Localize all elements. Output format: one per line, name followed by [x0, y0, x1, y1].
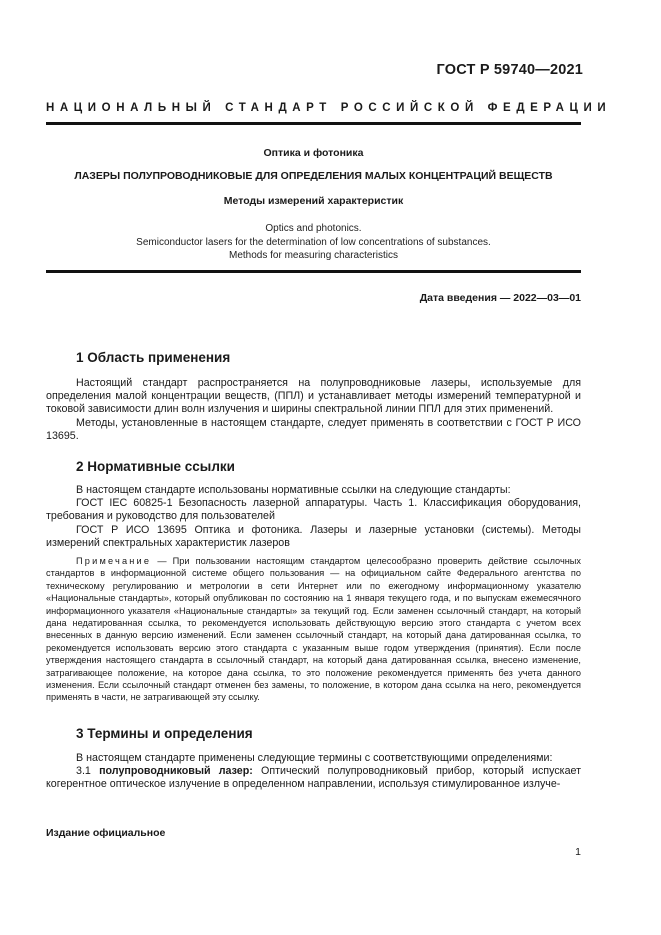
field-title: Оптика и фотоника: [263, 147, 364, 159]
section-1-heading: 1 Область применения: [76, 350, 231, 365]
paragraph: В настоящем стандарте использованы нормативные ссылки на следующие стандарты:: [76, 484, 511, 496]
subtitle: Методы измерений характеристик: [223, 195, 404, 207]
official-edition: Издание официальное: [46, 827, 166, 839]
term-definition: [46, 765, 581, 791]
top-rule: [46, 122, 581, 125]
standard-code: ГОСТ Р 59740—2021: [436, 62, 583, 78]
english-title-line: Optics and photonics.: [265, 223, 362, 234]
national-standard-title: НАЦИОНАЛЬНЫЙ СТАНДАРТ РОССИЙСКОЙ ФЕДЕРАЦИИ: [46, 102, 612, 114]
term: полупроводниковый лазер:: [99, 765, 253, 778]
note-text: — При пользовании настоящим стандартом целесообразно проверить действие ссылочных стандартов в информационной системе общего пользования — на официальном сайте Федерального агентства по техническому регулированию и метрологии в сети Интернет или по ежегодному информационному указателю «Национальные стандарты», который опубликован по состоянию на 1 января текущего года, и по выпускам ежемесячного информационного указателя «Национальные стандарты» за текущий год. Если заменен ссылочный стандарт, на который дана недатированная ссылка, то рекомендуется использовать действующую версию этого стандарта с учетом всех внесенных в данную версию изменений. Если заменен ссылочный стандарт, на который дана датированная ссылка, то рекомендуется использовать версию этого стандарта с указанным выше годом утверждения (принятия). Если после утверждения настоящего стандарта в ссылочный стандарт, на который дана датированная ссылка, внесено изменение, затрагивающее положение, на которое дана ссылка, то это положение рекомендуется применять без учета данного изменения. Если ссылочный стандарт отменен без замены, то положение, в котором дана ссылка на него, рекомендуется применять в части, не затрагивающей эту ссылку.: [46, 556, 581, 703]
section-3-body: [46, 752, 581, 792]
term-number: 3.1: [76, 765, 100, 778]
paragraph: Методы, установленные в настоящем стандарте, следует применять в соответствии с ГОСТ Р ИСО 13695.: [46, 416, 581, 442]
note-block: [46, 555, 581, 704]
section-3-heading: 3 Термины и определения: [76, 726, 253, 741]
main-title: ЛАЗЕРЫ ПОЛУПРОВОДНИКОВЫЕ ДЛЯ ОПРЕДЕЛЕНИЯ МАЛЫХ КОНЦЕНТРАЦИЙ ВЕЩЕСТВ: [74, 170, 553, 182]
introduction-date: Дата введения — 2022—03—01: [419, 292, 581, 304]
bottom-rule: [46, 270, 581, 273]
note-paragraph: [46, 555, 581, 704]
note-label: Примечание: [76, 556, 152, 566]
paragraph: В настоящем стандарте применены следующие термины с соответствующими определениями:: [76, 752, 553, 764]
english-title-line: Methods for measuring characteristics: [229, 250, 398, 261]
section-2-body: [46, 484, 581, 550]
english-title: [46, 222, 581, 263]
paragraph: Настоящий стандарт распространяется на полупроводниковые лазеры, используемые для определения малой концентрации веществ, (ППЛ) и устанавливает методы измерений температурной и токовой зависимости длин волн излучения и ширины спектральной линии ППЛ для этих применений.: [46, 377, 581, 416]
reference-iec-60825: ГОСТ IEC 60825-1 Безопасность лазерной аппаратуры. Часть 1. Классификация оборудования, требования и руководство для пользователей: [46, 497, 581, 523]
term-definition-text: Оптический полупроводниковый прибор, который испускает когерентное оптическое излучение в определенном направлении, используя стимулированное излуче-: [46, 765, 582, 791]
section-2-heading: 2 Нормативные ссылки: [76, 459, 235, 474]
reference-iso-13695: ГОСТ Р ИСО 13695 Оптика и фотоника. Лазеры и лазерные установки (системы). Методы измерений спектральных характеристик лазеров: [46, 523, 581, 549]
section-1-body: [46, 377, 581, 443]
page-number: 1: [575, 846, 581, 858]
english-title-line: Semiconductor lasers for the determination of low concentrations of substances.: [136, 236, 491, 248]
